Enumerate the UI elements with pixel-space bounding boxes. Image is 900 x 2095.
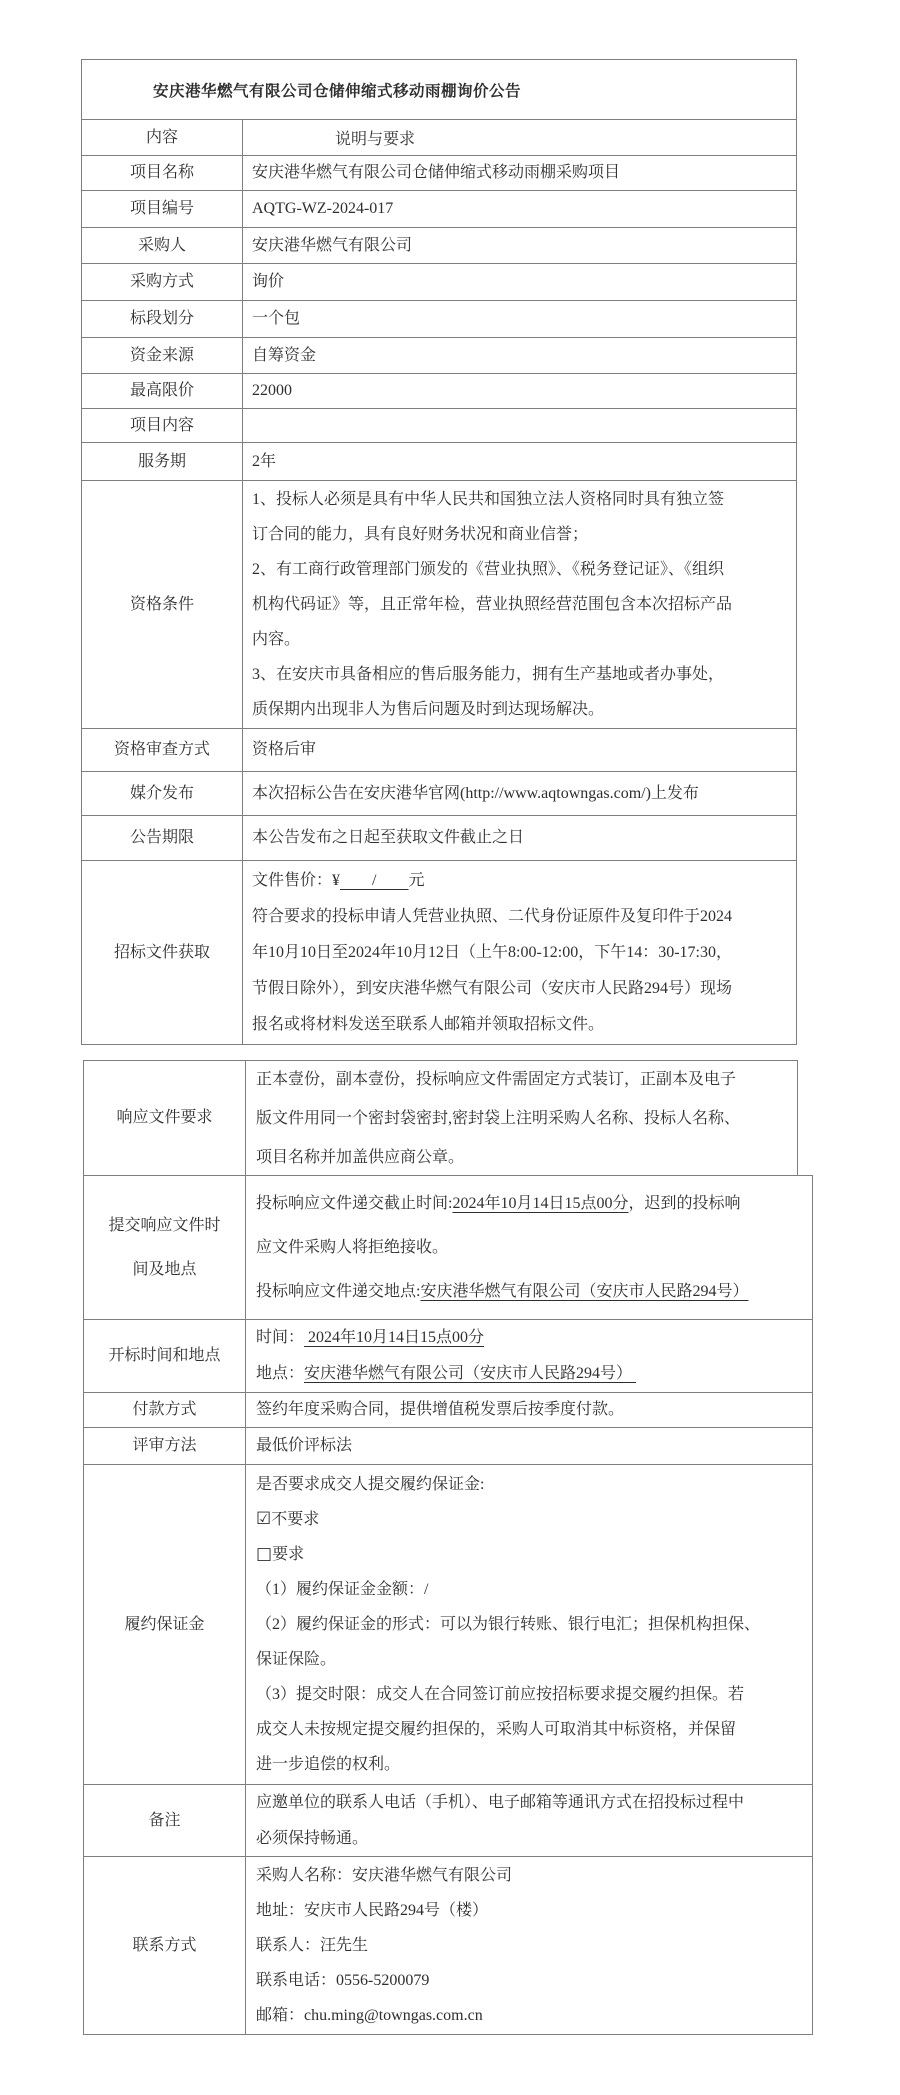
row-label: 响应文件要求 — [84, 1061, 246, 1175]
row-label: 项目编号 — [82, 191, 243, 227]
table-row — [83, 1427, 813, 1465]
row-content — [246, 1393, 812, 1427]
row-content — [243, 228, 796, 263]
row-label: 付款方式 — [84, 1393, 246, 1427]
text-line — [256, 1270, 804, 1314]
table-row — [82, 228, 796, 264]
text-line — [256, 1858, 804, 1893]
notice-main-table — [81, 59, 797, 1045]
row-content — [243, 264, 796, 300]
text-segment: 内容。 — [252, 631, 301, 648]
text-line — [256, 1099, 789, 1138]
text-segment: 不要求 — [271, 1511, 320, 1528]
main-table-rows — [82, 156, 796, 1044]
text-segment: 成交人未按规定提交履约担保的，采购人可取消其中标资格，并保留 — [256, 1721, 737, 1738]
table-row — [82, 443, 796, 481]
text-line — [252, 270, 788, 293]
text-line — [252, 738, 788, 761]
table-row — [82, 374, 796, 409]
text-line — [256, 1061, 789, 1099]
checkbox-unchecked-icon: □ — [256, 1544, 273, 1564]
text-segment: 本次招标公告在安庆港华官网(http://www.aqtowngas.com/)上发布 — [252, 784, 699, 802]
table-row — [83, 1856, 813, 2035]
row-label: 标段划分 — [82, 301, 243, 337]
text-line — [256, 1821, 804, 1857]
text-line — [256, 1138, 789, 1176]
row-label: 资格条件 — [82, 481, 243, 728]
text-segment: 2024年10月14日15点00分 — [304, 1329, 485, 1346]
text-line — [252, 935, 788, 971]
row-label: 服务期 — [82, 443, 243, 480]
text-segment: 符合要求的投标申请人凭营业执照、二代身份证原件及复印件于2024 — [252, 907, 733, 925]
row-label: 采购方式 — [82, 264, 243, 300]
text-segment: 本公告发布之日起至获取文件截止之日 — [252, 829, 525, 847]
row-content — [243, 374, 796, 408]
row-content — [243, 301, 796, 337]
table-row — [82, 409, 796, 443]
text-line — [252, 344, 788, 367]
text-line — [256, 1998, 804, 2033]
table-row — [83, 1060, 798, 1176]
text-line — [256, 1677, 804, 1712]
row-content — [246, 1428, 812, 1464]
header-content-cell: 说明与要求 — [335, 131, 416, 148]
text-line — [252, 379, 788, 402]
row-content — [246, 1465, 812, 1784]
text-segment: / — [340, 871, 409, 889]
text-segment: 最低价评标法 — [256, 1437, 353, 1455]
text-segment: 要求 — [272, 1546, 305, 1563]
row-label: 公告期限 — [82, 816, 243, 860]
text-segment: 2年 — [252, 452, 277, 470]
text-segment: 订合同的能力，具有良好财务状况和商业信誉； — [252, 526, 589, 543]
text-segment: 地址：安庆市人民路294号（楼） — [256, 1902, 489, 1919]
text-line — [252, 587, 788, 622]
text-segment: 节假日除外），到安庆港华燃气有限公司（安庆市人民路294号）现场 — [252, 979, 733, 997]
row-label: 开标时间和地点 — [84, 1320, 246, 1392]
text-segment: 地点： — [256, 1365, 305, 1382]
table-row — [82, 772, 796, 816]
text-segment: 是否要求成交人提交履约保证金: — [256, 1476, 485, 1493]
text-line — [256, 1642, 804, 1677]
text-segment: 应邀单位的联系人电话（手机）、电子邮箱等通讯方式在招投标过程中 — [256, 1793, 745, 1811]
row-label: 履约保证金 — [84, 1465, 246, 1784]
table-header-row — [82, 120, 796, 156]
row-label: 资格审查方式 — [82, 729, 243, 771]
text-segment: 安庆港华燃气有限公司 — [252, 236, 413, 254]
text-segment: 安庆港华燃气有限公司（安庆市人民路294号） — [304, 1365, 637, 1382]
text-segment: 保证保险。 — [256, 1651, 337, 1668]
table-row — [82, 861, 796, 1044]
text-segment: 元 — [408, 871, 425, 889]
row-content — [243, 861, 796, 1044]
text-segment: 版文件用同一个密封袋密封,密封袋上注明采购人名称、投标人名称、 — [256, 1109, 741, 1127]
text-segment: 2024年10月14日15点00分 — [452, 1194, 629, 1212]
text-segment: 自筹资金 — [252, 346, 317, 364]
text-line — [252, 971, 788, 1007]
text-line — [256, 1537, 804, 1572]
text-line — [256, 1893, 804, 1928]
text-segment: 时间： — [256, 1329, 305, 1346]
text-line — [252, 622, 788, 657]
text-segment: 机构代码证》等，且正常年检，营业执照经营范围包含本次招标产品 — [252, 596, 733, 613]
text-segment: 资格后审 — [252, 741, 317, 759]
document-title-row — [82, 60, 796, 120]
row-content — [246, 1061, 797, 1175]
header-label-cell: 内容 — [82, 120, 243, 155]
row-content — [246, 1857, 812, 2034]
text-line — [256, 1963, 804, 1998]
text-line — [256, 1572, 804, 1607]
text-line — [256, 1712, 804, 1747]
row-label: 最高限价 — [82, 374, 243, 408]
table-row — [83, 1319, 813, 1393]
text-segment: 联系人：汪先生 — [256, 1937, 369, 1954]
text-segment: （1）履约保证金金额：/ — [256, 1581, 429, 1598]
text-line — [256, 1182, 804, 1226]
row-label: 提交响应文件时间及地点 — [84, 1176, 246, 1319]
text-line — [256, 1467, 804, 1502]
text-segment: 进一步追偿的权利。 — [256, 1756, 401, 1773]
row-label: 评审方法 — [84, 1428, 246, 1464]
text-line — [252, 482, 788, 517]
text-segment: ，迟到的投标响 — [628, 1194, 741, 1212]
row-content — [243, 338, 796, 373]
table-row — [82, 264, 796, 301]
secondary-table-rows — [83, 1060, 813, 2035]
text-segment: 投标响应文件递交地点: — [256, 1282, 421, 1300]
table-row — [82, 816, 796, 861]
row-content — [243, 772, 796, 815]
text-line — [252, 863, 788, 899]
row-content — [246, 1320, 812, 1392]
text-line — [256, 1356, 804, 1392]
row-content — [243, 481, 796, 728]
text-segment: 2、有工商行政管理部门颁发的《营业执照》、《税务登记证》、《组织 — [252, 561, 725, 578]
row-content — [243, 191, 796, 227]
row-label: 项目内容 — [82, 409, 243, 442]
row-label: 采购人 — [82, 228, 243, 263]
table-row — [82, 156, 796, 191]
text-segment: 安庆港华燃气有限公司（安庆市人民路294号） — [420, 1282, 749, 1300]
row-label: 项目名称 — [82, 156, 243, 190]
text-segment: 项目名称并加盖供应商公章。 — [256, 1148, 465, 1166]
table-row — [83, 1784, 813, 1857]
text-line — [256, 1607, 804, 1642]
text-line — [256, 1226, 804, 1270]
text-segment: 应文件采购人将拒绝接收。 — [256, 1238, 449, 1256]
text-segment: 投标响应文件递交截止时间: — [256, 1194, 453, 1212]
text-segment: 正本壹份，副本壹份，投标响应文件需固定方式装订，正副本及电子 — [256, 1070, 737, 1088]
text-line — [256, 1502, 804, 1537]
text-segment: 联系电话：0556-5200079 — [256, 1972, 430, 1989]
row-label: 媒介发布 — [82, 772, 243, 815]
text-segment: （3）提交时限：成交人在合同签订前应按招标要求提交履约担保。若 — [256, 1686, 745, 1703]
text-segment: 1、投标人必须是具有中华人民共和国独立法人资格同时具有独立签 — [252, 491, 725, 508]
row-content — [243, 729, 796, 771]
text-line — [252, 899, 788, 935]
text-line — [252, 552, 788, 587]
text-line — [252, 450, 788, 473]
row-label: 备注 — [84, 1785, 246, 1856]
text-segment: 一个包 — [252, 310, 301, 328]
row-label: 联系方式 — [84, 1857, 246, 2034]
row-content — [246, 1176, 812, 1319]
text-line — [252, 161, 788, 184]
row-content — [246, 1785, 812, 1856]
text-segment: 22000 — [252, 382, 292, 400]
text-line — [252, 197, 788, 220]
table-row — [82, 729, 796, 772]
row-content — [243, 816, 796, 860]
text-segment: 报名或将材料发送至联系人邮箱并领取招标文件。 — [252, 1015, 605, 1033]
text-segment: 安庆港华燃气有限公司仓储伸缩式移动雨棚采购项目 — [252, 164, 621, 182]
text-segment: 邮箱：chu.ming@towngas.com.cn — [256, 2007, 483, 2024]
table-row — [83, 1175, 813, 1320]
row-content — [243, 443, 796, 480]
notice-secondary-table — [83, 1060, 813, 2035]
text-line — [252, 657, 788, 692]
text-line — [252, 307, 788, 330]
text-segment: 询价 — [252, 273, 285, 291]
text-segment: 文件售价：¥ — [252, 871, 341, 889]
table-row — [83, 1464, 813, 1785]
text-segment: 必须保持畅通。 — [256, 1829, 369, 1847]
checkbox-checked-icon: ☑ — [256, 1509, 272, 1529]
row-content — [243, 156, 796, 190]
text-line — [252, 1007, 788, 1043]
text-segment: AQTG-WZ-2024-017 — [252, 200, 394, 218]
row-label: 招标文件获取 — [82, 861, 243, 1044]
table-row — [82, 191, 796, 228]
table-row — [82, 481, 796, 729]
document-title: 安庆港华燃气有限公司仓储伸缩式移动雨棚询价公告 — [153, 82, 522, 100]
text-segment: 质保期内出现非人为售后问题及时到达现场解决。 — [252, 701, 605, 718]
text-line — [252, 517, 788, 552]
text-segment: 采购人名称：安庆港华燃气有限公司 — [256, 1867, 513, 1884]
text-line — [252, 692, 788, 727]
table-row — [83, 1392, 813, 1428]
text-line — [256, 1747, 804, 1782]
table-row — [82, 301, 796, 338]
table-row — [82, 338, 796, 374]
text-line — [252, 782, 788, 805]
text-line — [256, 1320, 804, 1356]
text-segment: 签约年度采购合同，提供增值税发票后按季度付款。 — [256, 1401, 625, 1419]
text-line — [256, 1398, 804, 1421]
text-line — [256, 1434, 804, 1457]
text-segment: （2）履约保证金的形式：可以为银行转账、银行电汇；担保机构担保、 — [256, 1616, 761, 1633]
row-label: 资金来源 — [82, 338, 243, 373]
text-line — [252, 826, 788, 849]
text-line — [256, 1785, 804, 1821]
text-line — [252, 234, 788, 257]
text-segment: 3、在安庆市具备相应的售后服务能力，拥有生产基地或者办事处， — [252, 666, 725, 683]
text-segment: 年10月10日至2024年10月12日（上午8:00-12:00，下午14：30-17:30， — [252, 943, 732, 961]
row-content — [243, 409, 796, 442]
text-line — [256, 1928, 804, 1963]
